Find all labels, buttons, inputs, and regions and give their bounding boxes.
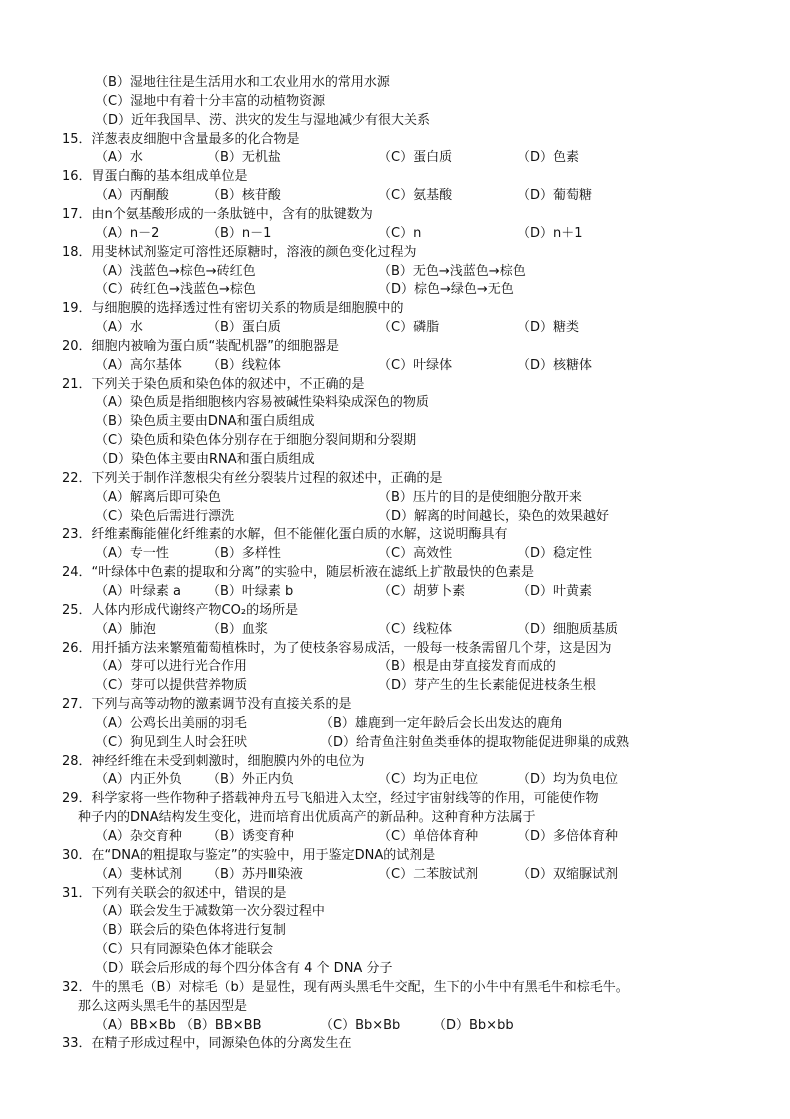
question-stem: 23．纤维素酶能催化纤维素的水解，但不能催化蛋白质的水解，这说明酶具有 [62, 527, 508, 543]
option-b: （B）苏丹Ⅲ染液 [207, 866, 303, 882]
option-c: （C）单倍体育种 [378, 829, 479, 844]
option-b: （B）核苷酸 [207, 188, 281, 204]
option-text: （B）湿地往往是生活用水和工农业用水的常用水源 [95, 75, 390, 90]
option-d: （D）稳定性 [517, 546, 593, 562]
option-b: （B）联会后的染色体将进行复制 [95, 923, 286, 939]
option-b: （B）外正内负 [207, 772, 294, 788]
question-stem: 21．下列关于染色质和染色体的叙述中，不正确的是 [62, 376, 365, 392]
option-b: （B）多样性 [207, 546, 281, 562]
option-b: （B）BB×BB [180, 1017, 262, 1033]
option-d: （D）葡萄糖 [517, 188, 593, 204]
question-stem: 17．由n个氨基酸形成的一条肽链中，含有的肽键数为 [62, 206, 373, 222]
option-c: （C）染色质和染色体分别存在于细胞分裂间期和分裂期 [95, 433, 417, 449]
option-c: （C）砖红色→浅蓝色→棕色 [95, 282, 256, 298]
question-stem: 22．下列关于制作洋葱根尖有丝分裂装片过程的叙述中，正确的是 [62, 470, 443, 486]
option-b: （B）压片的目的是使细胞分散开来 [378, 489, 582, 505]
option-b: （B）蛋白质 [207, 320, 281, 336]
option-c: （C）蛋白质 [378, 150, 453, 166]
option-a: （A）叶绿素 a [95, 583, 181, 599]
option-a: （A）杂交育种 [95, 829, 182, 844]
option-a: （A）肺泡 [95, 621, 156, 637]
option-c: （C）高效性 [378, 546, 453, 562]
option-c: （C）线粒体 [378, 621, 453, 637]
option-a: （A）浅蓝色→棕色→砖红色 [95, 263, 256, 279]
option-a: （A）联会发生于减数第一次分裂过程中 [95, 904, 325, 920]
option-a: （A）专一性 [95, 546, 169, 562]
option-d: （D）色素 [517, 150, 580, 166]
option-c: （C）均为正电位 [378, 772, 479, 788]
option-a: （A）染色质是指细胞核内容易被碱性染料染成深色的物质 [95, 395, 429, 411]
option-c: （C）叶绿体 [378, 357, 453, 373]
option-a: （A）斐林试剂 [95, 866, 182, 882]
option-d: （D）双缩脲试剂 [517, 866, 619, 882]
option-c: （C）只有同源染色体才能联会 [95, 942, 274, 958]
option-a: （A）芽可以进行光合作用 [95, 659, 247, 675]
option-a: （A）公鸡长出美丽的羽毛 [95, 715, 247, 731]
option-d: （D）核糖体 [517, 357, 593, 373]
option-d: （D）染色体主要由RNA和蛋白质组成 [95, 452, 315, 467]
question-stem: 33．在精子形成过程中，同源染色体的分离发生在 [62, 1036, 352, 1052]
option-b: （B）染色质主要由DNA和蛋白质组成 [95, 414, 315, 430]
option-b: （B）无机盐 [207, 150, 281, 166]
option-c: （C）二苯胺试剂 [378, 866, 479, 882]
option-d: （D）芽产生的生长素能促进枝条生根 [378, 678, 597, 694]
option-b: （B）根是由芽直接发育而成的 [378, 659, 556, 675]
option-text: （D）近年我国旱、涝、洪灾的发生与湿地减少有很大关系 [95, 112, 431, 128]
option-d: （D）多倍体育种 [517, 829, 619, 844]
option-d: （D）Bb×bb [433, 1017, 514, 1033]
question-stem: 26．用扦插方法来繁殖葡萄植株时，为了使枝条容易成活，一般每一枝条需留几个芽，这是因为 [62, 640, 612, 656]
option-d: （D）解离的时间越长，染色的效果越好 [378, 508, 610, 524]
question-stem: 24．“叶绿体中色素的提取和分离”的实验中，随层析液在滤纸上扩散最快的色素是 [62, 565, 535, 581]
option-c: （C）磷脂 [378, 320, 440, 336]
option-c: （C）氨基酸 [378, 188, 453, 204]
question-stem: 19．与细胞膜的选择透过性有密切关系的物质是细胞膜中的 [62, 301, 404, 317]
option-c: （C）染色后需进行漂洗 [95, 508, 235, 524]
option-a: （A）内正外负 [95, 772, 182, 788]
option-d: （D）均为负电位 [517, 772, 619, 788]
option-c: （C）n [378, 225, 422, 241]
question-stem: 20．细胞内被喻为蛋白质“装配机器”的细胞器是 [62, 338, 340, 354]
question-stem: 25．人体内形成代谢终产物CO₂的场所是 [62, 602, 299, 618]
option-d: （D）n＋1 [517, 225, 583, 241]
option-a: （A）水 [95, 320, 143, 336]
option-c: （C）狗见到生人时会狂吠 [95, 734, 248, 750]
question-stem: 32．牛的黑毛（B）对棕毛（b）是显性，现有两头黑毛牛交配，生下的小牛中有黑毛牛和棕毛牛。 [62, 979, 629, 995]
option-a: （A）解离后即可染色 [95, 489, 221, 505]
question-stem-continued: 那么这两头黑毛牛的基因型是 [78, 998, 248, 1014]
option-b: （B）无色→浅蓝色→棕色 [378, 263, 526, 279]
option-c: （C）芽可以提供营养物质 [95, 678, 248, 694]
option-d: （D）糖类 [517, 320, 580, 336]
question-stem: 16．胃蛋白酶的基本组成单位是 [62, 169, 248, 185]
option-b: （B）诱变育种 [207, 829, 294, 844]
question-stem: 27．下列与高等动物的激素调节没有直接关系的是 [62, 697, 352, 713]
option-c: （C）胡萝卜素 [378, 583, 466, 599]
option-b: （B）血浆 [207, 621, 268, 637]
option-a: （A）BB×Bb [95, 1017, 176, 1033]
option-a: （A）n－2 [95, 225, 160, 241]
question-stem: 28．神经纤维在未受到刺激时，细胞膜内外的电位为 [62, 753, 365, 769]
option-d: （D）给青鱼注射鱼类垂体的提取物能促进卵巢的成熟 [320, 734, 630, 750]
option-b: （B）线粒体 [207, 357, 281, 373]
option-b: （B）雄鹿到一定年龄后会长出发达的鹿角 [320, 715, 563, 731]
question-stem: 29．科学家将一些作物种子搭载神舟五号飞船进入太空，经过宇宙射线等的作用，可能使作物 [62, 791, 599, 807]
question-stem: 31．下列有关联会的叙述中，错误的是 [62, 885, 287, 901]
option-d: （D）棕色→绿色→无色 [378, 282, 514, 298]
option-d: （D）叶黄素 [517, 583, 593, 599]
question-stem: 15．洋葱表皮细胞中含量最多的化合物是 [62, 131, 300, 147]
question-stem-continued: 种子内的DNA结构发生变化，进而培育出优质高产的新品种。这种育种方法属于 [78, 810, 536, 826]
option-a: （A）水 [95, 150, 143, 166]
option-c: （C）Bb×Bb [320, 1017, 401, 1033]
option-a: （A）高尔基体 [95, 357, 182, 373]
option-a: （A）丙酮酸 [95, 188, 169, 204]
question-stem: 30．在“DNA的粗提取与鉴定”的实验中，用于鉴定DNA的试剂是 [62, 847, 436, 863]
option-b: （B）叶绿素 b [207, 583, 294, 599]
option-d: （D）细胞质基质 [517, 621, 619, 637]
question-stem: 18．用斐林试剂鉴定可溶性还原糖时，溶液的颜色变化过程为 [62, 244, 417, 260]
option-text: （C）湿地中有着十分丰富的动植物资源 [95, 93, 326, 109]
option-d: （D）联会后形成的每个四分体含有 4 个 DNA 分子 [95, 960, 393, 976]
option-b: （B）n－1 [207, 225, 272, 241]
